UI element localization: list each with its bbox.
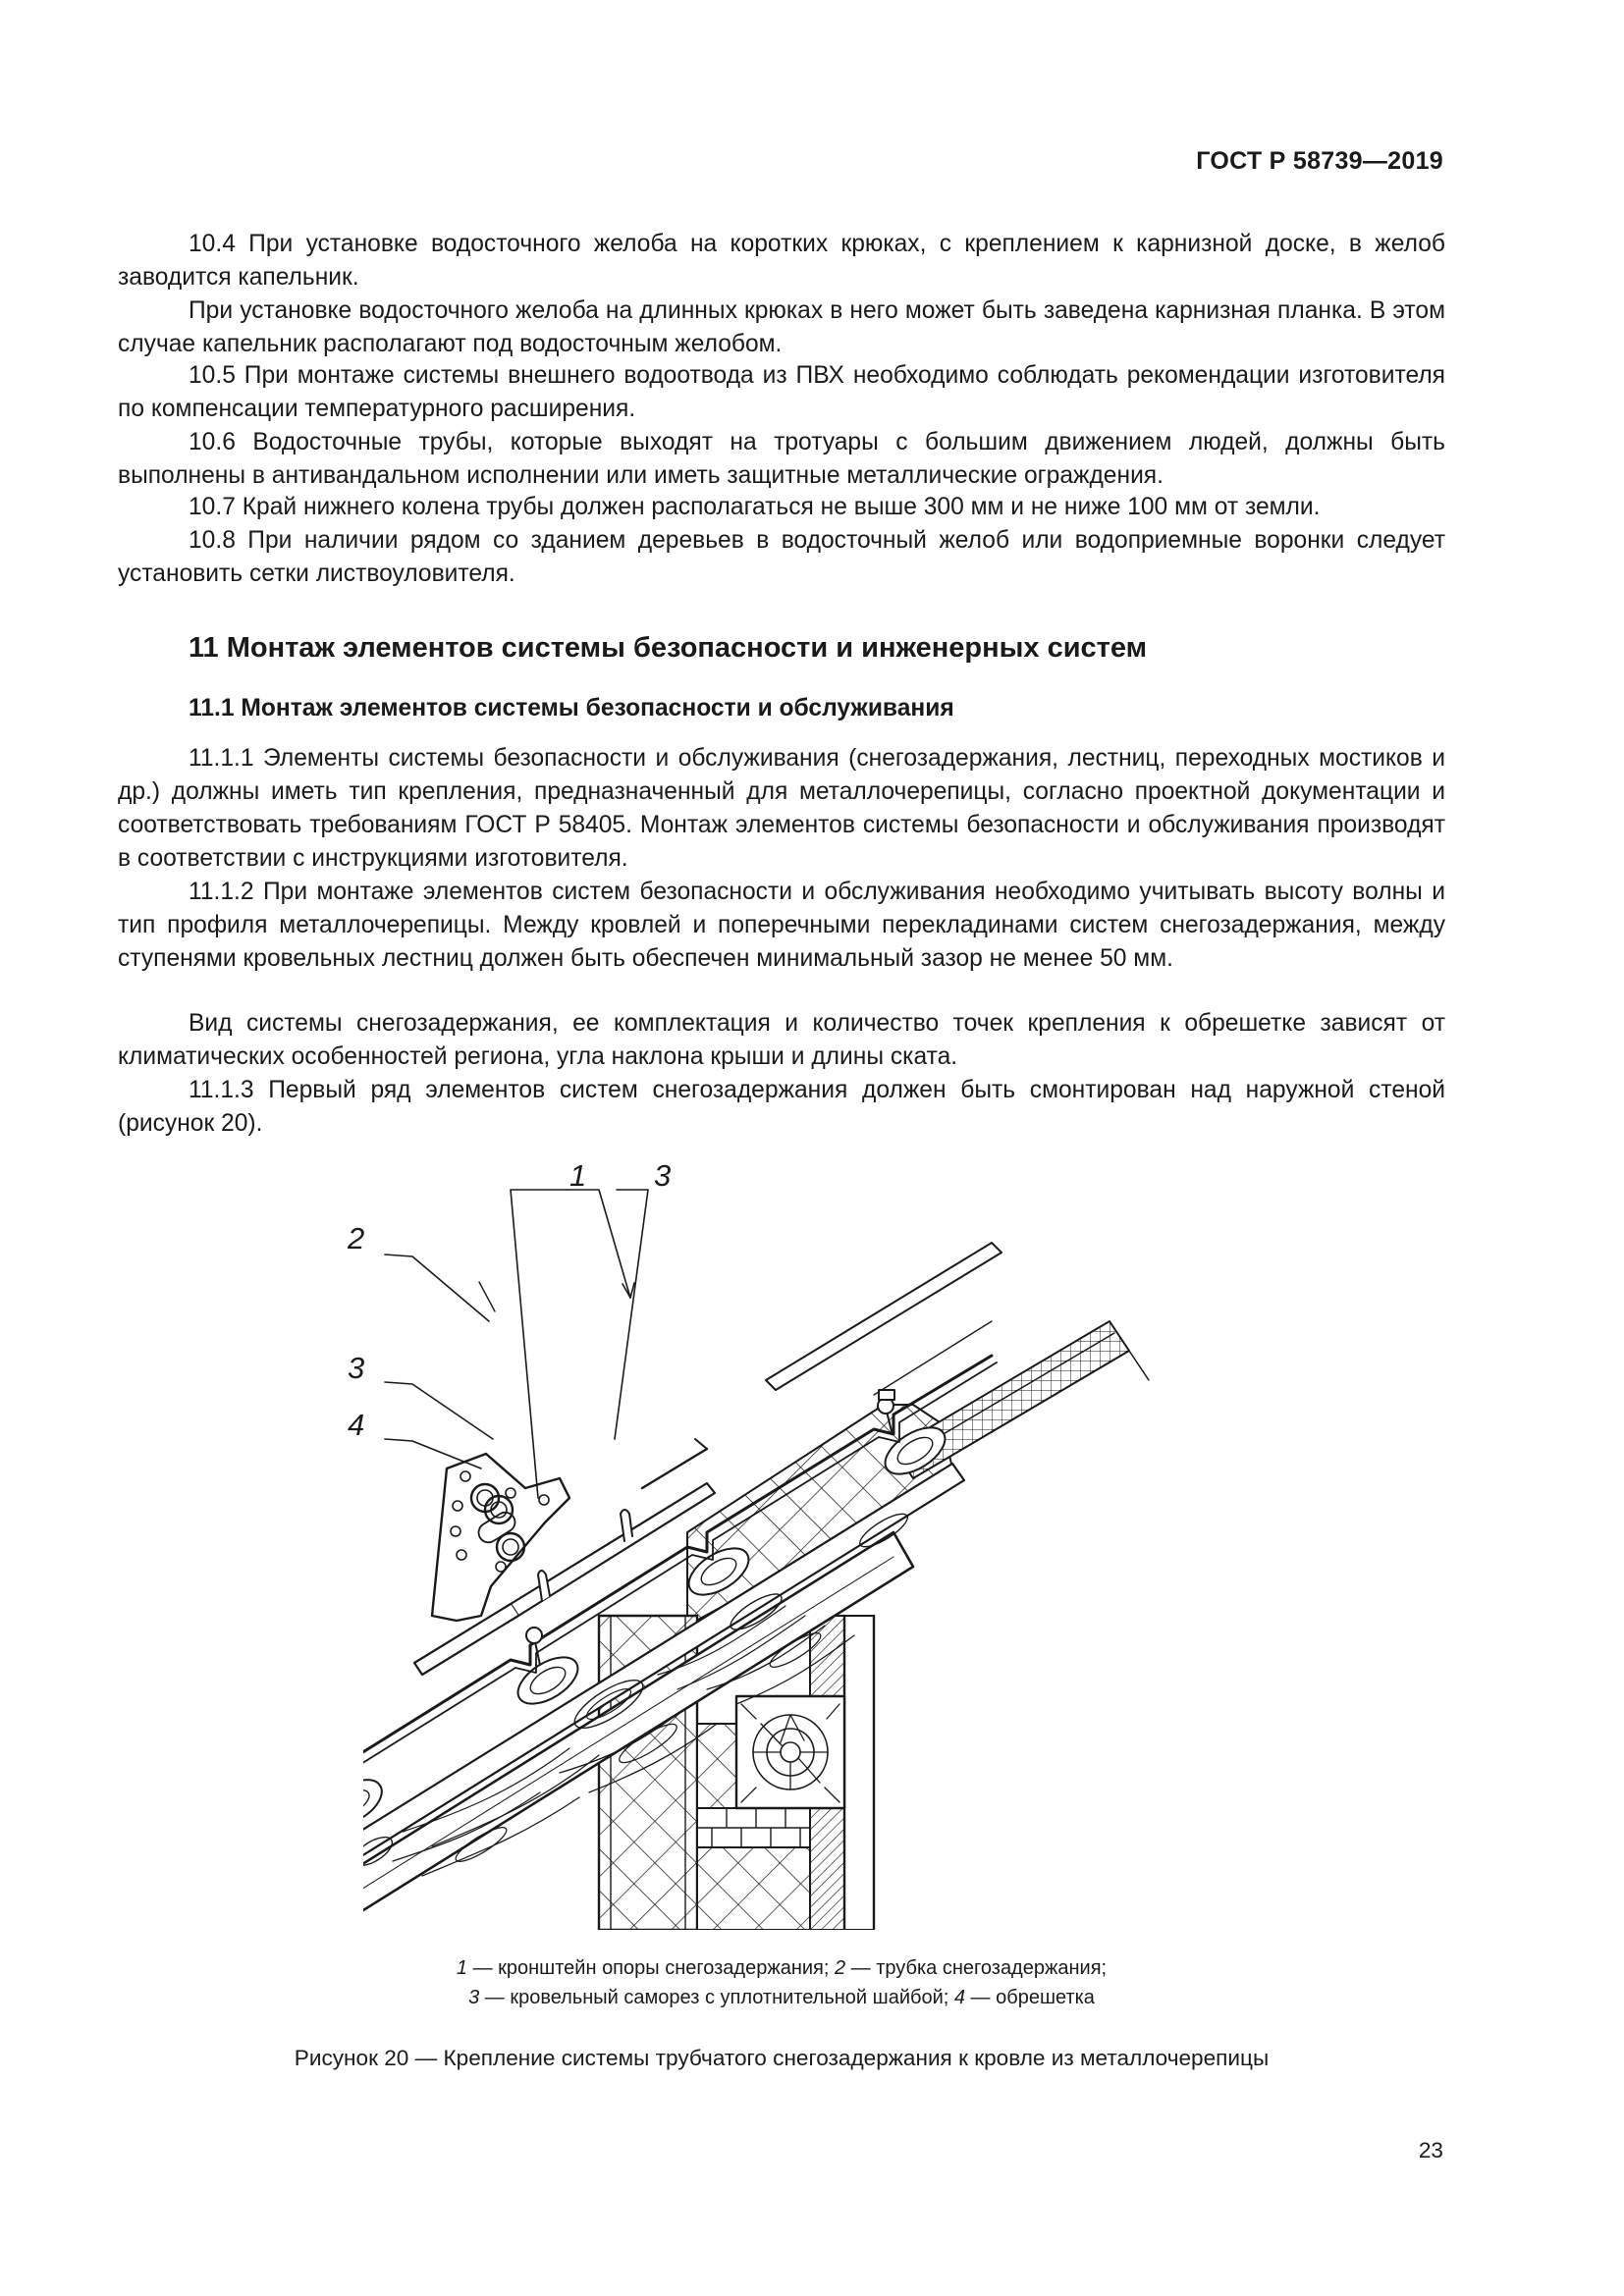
legend-text-1: — кронштейн опоры снегозадержания; bbox=[467, 1957, 835, 1979]
paragraph-10-7: 10.7 Край нижнего колена трубы должен располагаться не выше 300 мм и не ниже 100 мм от земли. bbox=[189, 494, 1321, 520]
callout-1: 1 bbox=[569, 1158, 587, 1193]
figure-legend-line-1 bbox=[118, 1953, 1445, 1983]
callout-3-top: 3 bbox=[654, 1158, 672, 1193]
subsection-heading: 11.1 Монтаж элементов системы безопасности и обслуживания bbox=[189, 695, 954, 721]
legend-text-3: — кровельный саморез с уплотнительной шайбой; bbox=[479, 1987, 954, 2008]
paragraph-11-1-3: 11.1.3 Первый ряд элементов систем снегозадержания должен быть смонтирован над наружной стеной (рисунок 20). bbox=[118, 1077, 1445, 1137]
paragraph-10-4: 10.4 При установке водосточного желоба на коротких крюках, с креплением к карнизной доске, в желоб заводится капельник. bbox=[118, 231, 1445, 291]
legend-text-2: — трубка снегозадержания; bbox=[845, 1957, 1108, 1979]
paragraph-11-1-1: 11.1.1 Элементы системы безопасности и обслуживания (снегозадержания, лестниц, переходных мостиков и др.) должны иметь тип крепления, предназначенный для металлочерепицы, согласно проектной документации и соответствовать требованиям ГОСТ Р 58405. Монтаж элементов системы безопасности и обслуживания производят в соответствии с инструкциями изготовителя. bbox=[118, 745, 1445, 872]
paragraph-10-8: 10.8 При наличии рядом со зданием деревьев в водосточный желоб или водоприемные воронки следует установить сетки листвоуловителя. bbox=[118, 527, 1445, 587]
callout-3-left: 3 bbox=[348, 1351, 365, 1385]
figure-caption: Рисунок 20 — Крепление системы трубчатого снегозадержания к кровле из металлочерепицы bbox=[294, 2046, 1270, 2070]
figure-legend-line-2 bbox=[118, 1983, 1445, 2012]
paragraph-10-6: 10.6 Водосточные трубы, которые выходят на тротуары с большим движением людей, должны быть выполнены в антивандальном исполнении или иметь защитные металлические ограждения. bbox=[118, 429, 1445, 489]
page-number: 23 bbox=[1418, 2138, 1443, 2163]
paragraph-10-5: 10.5 При монтаже системы внешнего водоотвода из ПВХ необходимо соблюдать рекомендации изготовителя по компенсации температурного расширения. bbox=[118, 362, 1445, 422]
paragraph-snow-system: Вид системы снегозадержания, ее комплектация и количество точек крепления к обрешетке зависят от климатических особенностей региона, угла наклона крыши и длины ската. bbox=[118, 1010, 1445, 1070]
paragraph-long-hooks: При установке водосточного желоба на длинных крюках в него может быть заведена карнизная планка. В этом случае капельник располагают под водосточным желобом. bbox=[118, 297, 1445, 357]
callout-2: 2 bbox=[348, 1221, 365, 1255]
section-heading: 11 Монтаж элементов системы безопасности и инженерных систем bbox=[189, 632, 1148, 664]
roof-snow-guard-figure bbox=[348, 1154, 1188, 1930]
legend-num-1: 1 bbox=[456, 1957, 468, 1979]
legend-num-2: 2 bbox=[835, 1957, 846, 1979]
callout-4: 4 bbox=[348, 1408, 365, 1442]
legend-num-4: 4 bbox=[953, 1987, 965, 2008]
legend-num-3: 3 bbox=[468, 1987, 480, 2008]
legend-text-4: — обрешетка bbox=[965, 1987, 1095, 2008]
standard-code-header: ГОСТ Р 58739—2019 bbox=[1196, 147, 1443, 175]
paragraph-11-1-2: 11.1.2 При монтаже элементов систем безопасности и обслуживания необходимо учитывать высоту волны и тип профиля металлочерепицы. Между кровлей и поперечными перекладинами систем снегозадержания, между ступенями кровельных лестниц должен быть обеспечен минимальный зазор не менее 50 мм. bbox=[118, 879, 1445, 972]
